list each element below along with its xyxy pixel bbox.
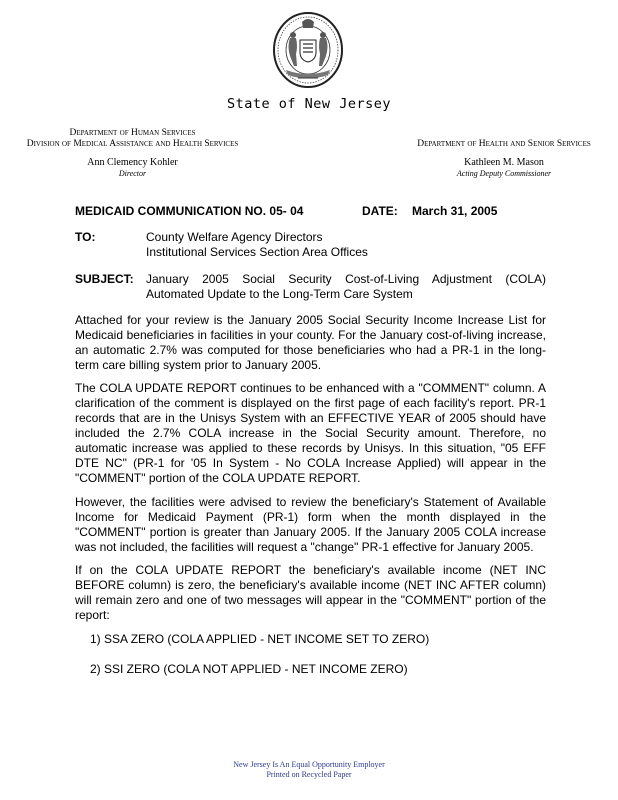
state-name: State of New Jersey: [227, 96, 391, 112]
subject-label: SUBJECT:: [75, 272, 134, 286]
list-item-2: 2) SSI ZERO (COLA NOT APPLIED - NET INCOME ZERO): [90, 662, 408, 676]
body-paragraph-2: The COLA UPDATE REPORT continues to be enhanced with a "COMMENT" column. A clarification of the comment is displayed on the first page of each facility's report. PR-1 records that are in the Unisys System with an EFFECTIVE YEAR of 2005 should have included the 2.7% COLA increase in the Social Security amount. Therefore, no automatic increase was applied to these records by Unisys. In this situation, "05 EFF DTE NC" (PR-1 for '05 In System - No COLA Increase Applied) will appear in the "COMMENT" portion of the COLA UPDATE REPORT.: [75, 381, 546, 485]
right-department: Department of Health and Senior Services: [417, 139, 591, 149]
state-seal-icon: [272, 10, 344, 90]
date-value: March 31, 2005: [412, 204, 498, 218]
communication-number: MEDICAID COMMUNICATION NO. 05- 04: [75, 204, 304, 218]
right-person-title: Acting Deputy Commissioner: [456, 169, 552, 178]
body-paragraph-1: Attached for your review is the January 2005 Social Security Income Increase List for Medicaid beneficiaries in facilities in your county. For the January cost-of-living increase, an automatic 2.7% was computed for those beneficiaries who had a PR-1 in the long-term care billing system prior to January 2005.: [75, 313, 546, 372]
body-paragraph-4: If on the COLA UPDATE REPORT the beneficiary's available income (NET INC BEFORE column) is zero, the beneficiary's available income (NET INC AFTER column) will remain zero and one of two messages will appear in the "COMMENT" portion of the report:: [75, 563, 546, 622]
left-person-name: Ann Clemency Kohler: [87, 157, 178, 168]
footer-line2: Printed on Recycled Paper: [266, 770, 352, 779]
right-person-name: Kathleen M. Mason: [464, 157, 544, 168]
subject-line2: Automated Update to the Long-Term Care System: [146, 287, 413, 301]
to-label: TO:: [75, 230, 96, 244]
list-item-1: 1) SSA ZERO (COLA APPLIED - NET INCOME SET TO ZERO): [90, 632, 430, 646]
footer-line1: New Jersey Is An Equal Opportunity Employer: [233, 760, 385, 769]
to-line1: County Welfare Agency Directors: [146, 230, 323, 244]
to-line2: Institutional Services Section Area Offices: [146, 245, 368, 259]
left-person-title: Director: [118, 169, 147, 178]
subject-line1: January 2005 Social Security Cost-of-Living Adjustment (COLA): [146, 272, 546, 286]
body-paragraph-3: However, the facilities were advised to review the beneficiary's Statement of Available Income for Medicaid Payment (PR-1) form when the month displayed in the "COMMENT" portion is greater than January 2005. If the January 2005 COLA increase was not included, the facilities will request a "change" PR-1 effective for January 2005.: [75, 495, 546, 554]
left-department-line1: Department of Human Services: [69, 128, 196, 138]
left-department-line2: Division of Medical Assistance and Health Services: [26, 139, 239, 149]
date-label: DATE:: [362, 204, 398, 218]
